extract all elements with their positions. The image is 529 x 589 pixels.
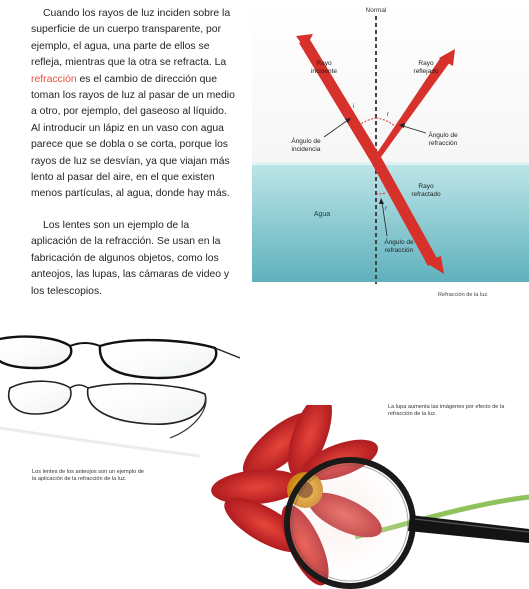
highlighted-term-refraccion: refracción — [31, 73, 77, 85]
incidence-angle-label-line1: Ángulo de — [291, 138, 321, 145]
magnifier-caption: La lupa aumenta las imágenes por efecto de la refracción de la luz. — [388, 404, 505, 418]
paragraph-refraction-text-after: es el cambio de dirección que toman los rayos de luz al pasar de un medio a otro, por ejemplo, del gaseoso al líquido. Al introducir un lápiz en un vaso con agua parece que se dobla o se corta, porque los rayos de luz se desvían, ya que viajan más lento al pasar del aire, en el que existen menos partículas, al agua, donde hay más. — [31, 73, 235, 200]
incident-ray-label-line1: Rayo — [316, 60, 332, 67]
magnifier-lens — [287, 460, 413, 586]
refraction-angle-top-label-line1: Ángulo de — [428, 132, 458, 139]
reflected-ray-label-line1: Rayo — [418, 60, 434, 67]
eyeglasses-illustration — [0, 318, 240, 468]
back-glasses-left-lens — [0, 337, 71, 368]
magnifier-handle — [408, 515, 529, 543]
refracted-ray-label-line2: refractado — [411, 191, 441, 198]
back-glasses-bridge — [70, 343, 100, 346]
glasses-caption: Los lentes de los anteojos son un ejemplo de la aplicación de la refracción de la luz. — [32, 469, 144, 483]
incidence-angle-label-line2: incidencia — [291, 146, 321, 153]
refraction-angle-bottom-label-line2: refracción — [384, 247, 414, 254]
angle-i-symbol: i — [353, 104, 355, 110]
reflected-ray-label-line2: reflejado — [413, 68, 439, 75]
normal-label: Normal — [365, 7, 387, 14]
front-glasses-left-lens — [9, 381, 71, 414]
paragraph-lenses-text: Los lentes son un ejemplo de la aplicación de la refracción. Se usan en la fabricación de algunos objetos, como los anteojos, las lupas, las cámaras de video y los telescopios. — [31, 220, 230, 297]
refraction-diagram — [252, 0, 529, 284]
glasses-shadow — [0, 428, 200, 456]
refraction-angle-top-label-line2: refracción — [428, 140, 458, 147]
water-surface — [252, 162, 529, 165]
paragraph-lenses — [31, 218, 236, 300]
refracted-ray-label-line1: Rayo — [418, 183, 434, 190]
paragraph-refraction — [31, 6, 236, 203]
front-glasses-bridge — [70, 385, 88, 388]
flower-with-magnifier-illustration — [205, 405, 529, 589]
paragraph-refraction-text-before: Cuando los rayos de luz inciden sobre la superficie de un cuerpo transparente, por ejemplo, el agua, una parte de ellos se refleja, mientras que la otra se refracta. La — [31, 8, 231, 69]
angle-r-symbol-top: r — [387, 112, 389, 118]
front-glasses-right-lens — [88, 384, 206, 424]
angle-r-symbol-bottom: r — [385, 206, 387, 212]
diagram-caption: Refracción de la luz. — [438, 292, 489, 298]
incident-ray-label-line2: incidente — [310, 68, 338, 75]
refraction-angle-bottom-label-line1: Ángulo de — [384, 239, 414, 246]
back-glasses-right-lens — [100, 340, 216, 378]
water-label: Agua — [313, 211, 331, 218]
back-glasses-temple — [215, 348, 240, 358]
